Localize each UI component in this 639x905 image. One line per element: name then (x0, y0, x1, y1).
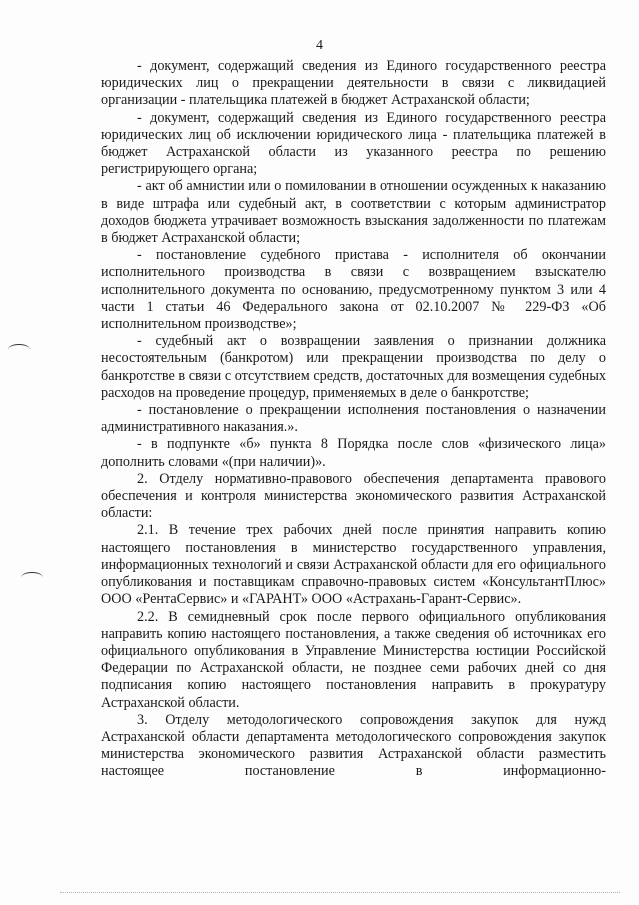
scan-margin-mark (21, 572, 43, 583)
paragraph-bankruptcy-act: - судебный акт о возвращении заявления о признании должника несостоятельным (банкротом) или прекращении производства по делу о банкротстве в связи с отсутствием средств, достаточных для возмещения судебных расходов на проведение процедур, применяемых в деле о банкротстве; (101, 333, 606, 401)
paragraph-subclause-b: - в подпункте «б» пункта 8 Порядка после слов «физического лица» дополнить словами «(при наличии)». (101, 436, 606, 470)
paragraph-egrul-liquidation: - документ, содержащий сведения из Единого государственного реестра юридических лиц о прекращении деятельности в связи с ликвидацией организации - плательщика платежей в бюджет Астраханской области; (101, 58, 606, 109)
paragraph-item-2: 2. Отделу нормативно-правового обеспечения департамента правового обеспечения и контроля министерства экономического развития Астраханской области: (101, 470, 606, 522)
paragraph-termination-resolution: - постановление о прекращении исполнения постановления о назначении административного наказания.». (101, 402, 606, 436)
paragraph-egrul-exclusion: - документ, содержащий сведения из Единого государственного реестра юридических лиц об исключении юридического лица - плательщика платежей в бюджет Астраханской области из указанного реестра по решению регистрирующего органа; (101, 109, 606, 178)
page-number: 4 (316, 38, 323, 53)
paragraph-bailiff-resolution: - постановление судебного пристава - исполнителя об окончании исполнительного производства в связи с возвращением взыскателю исполнительного документа по основанию, предусмотренному пунктом 3 или 4 части 1 статьи 46 Федерального закона от 02.10.2007 № 229-ФЗ «Об исполнительном производстве»; (101, 247, 606, 333)
paragraph-item-3: 3. Отделу методологического сопровождения закупок для нужд Астраханской области департамента методологического сопровождения закупок министерства экономического развития Астраханской области разместить настоящее постановление в информационно- (101, 711, 606, 780)
scan-bottom-edge (60, 892, 620, 893)
scan-margin-mark (8, 344, 30, 355)
document-body (101, 58, 606, 781)
paragraph-item-2-1: 2.1. В течение трех рабочих дней после принятия направить копию настоящего постановления в министерство государственного управления, информационных технологий и связи Астраханской области для его официального опубликования и поставщикам справочно-правовых систем «КонсультантПлюс» ООО «РентаСервис» и «ГАРАНТ» ООО «Астрахань-Гарант-Сервис». (101, 522, 606, 608)
paragraph-item-2-2: 2.2. В семидневный срок после первого официального опубликования направить копию настоящего постановления, а также сведения об источниках его официального опубликования в Управление Министерства юстиции Российской Федерации по Астраханской области, не позднее семи рабочих дней со дня подписания копию настоящего постановления направить в прокуратуру Астраханской области. (101, 608, 606, 711)
paragraph-amnesty-act: - акт об амнистии или о помиловании в отношении осужденных к наказанию в виде штрафа или судебный акт, в соответствии с которым администратор доходов бюджета утрачивает возможность взыскания задолженности по платежам в бюджет Астраханской области; (101, 178, 606, 247)
